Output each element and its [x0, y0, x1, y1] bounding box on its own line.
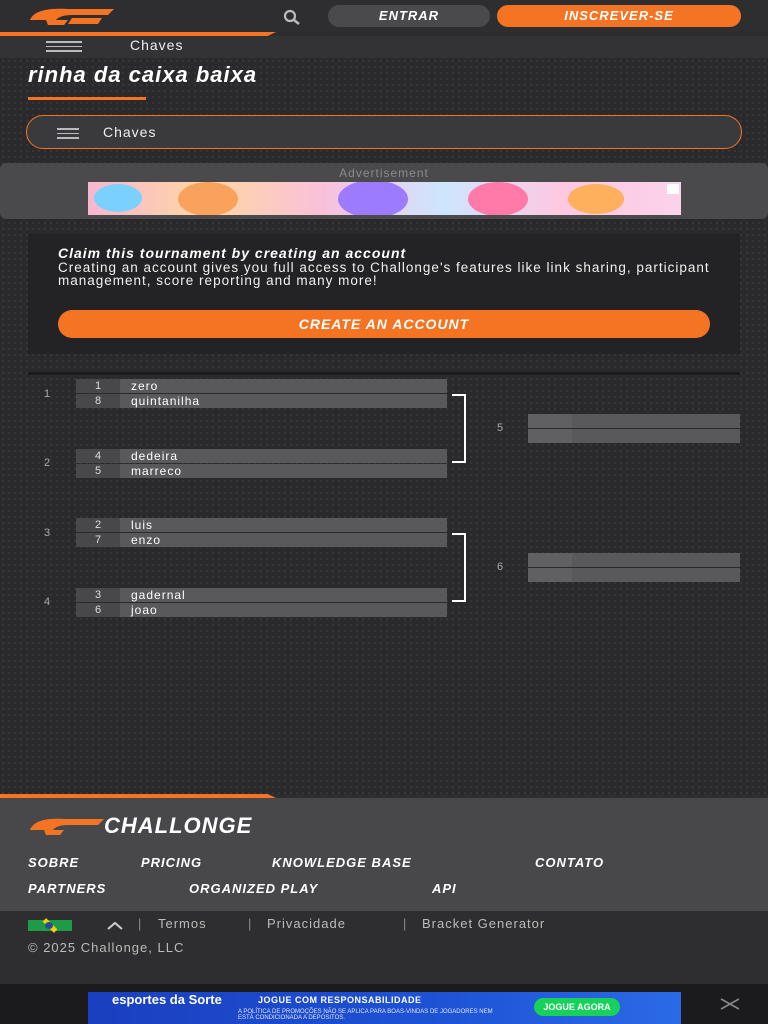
bracket-match[interactable]: [76, 518, 447, 547]
top-navbar: [0, 0, 768, 32]
seed: 5: [76, 464, 120, 478]
ad-label: Advertisement: [339, 166, 429, 180]
dropdown-label: Chaves: [103, 124, 157, 140]
ad-brand: esportes da Sorte: [112, 992, 222, 1007]
legal-link-termos[interactable]: Termos: [158, 916, 207, 931]
match-number: 1: [44, 388, 51, 400]
title-underline: [28, 97, 146, 100]
ad-info-icon[interactable]: [667, 184, 679, 194]
seed: 6: [76, 603, 120, 617]
copyright: © 2025 Challonge, LLC: [28, 940, 185, 955]
footer-link-contato[interactable]: CONTATO: [535, 855, 605, 870]
player-name: dedeira: [131, 449, 179, 463]
match-number: 6: [497, 561, 504, 573]
match-slot[interactable]: [76, 533, 447, 547]
login-button[interactable]: ENTRAR: [328, 5, 490, 27]
player-name: quintanilha: [131, 394, 201, 408]
match-slot[interactable]: [76, 464, 447, 478]
player-name: marreco: [131, 464, 183, 478]
legal-link-bracket-generator[interactable]: Bracket Generator: [422, 916, 546, 931]
chevron-up-icon[interactable]: [106, 921, 124, 931]
seed: 4: [76, 449, 120, 463]
bracket-connector: [452, 394, 466, 463]
player-name: joao: [131, 603, 158, 617]
advertisement-band: [0, 163, 768, 219]
seed: 1: [76, 379, 120, 393]
section-subnav: [0, 36, 768, 58]
player-name: gadernal: [131, 588, 186, 602]
match-number: 2: [44, 457, 51, 469]
page-title: rinha da caixa baixa: [28, 62, 258, 87]
match-number: 5: [497, 422, 504, 434]
player-name: luis: [131, 518, 154, 532]
seed: 2: [76, 518, 120, 532]
bracket-match[interactable]: [76, 588, 447, 617]
match-number: 4: [44, 596, 51, 608]
footer-link-pricing[interactable]: PRICING: [141, 855, 203, 870]
seed: 8: [76, 394, 120, 408]
match-slot[interactable]: [528, 414, 740, 428]
bottom-ad-bar: [0, 984, 768, 1024]
legal-link-privacidade[interactable]: Privacidade: [267, 916, 346, 931]
ad-banner[interactable]: [88, 182, 681, 215]
match-slot[interactable]: [76, 518, 447, 532]
seed: [528, 553, 572, 567]
footer: [0, 794, 768, 984]
create-account-button[interactable]: CREATE AN ACCOUNT: [58, 310, 710, 338]
seed: [528, 429, 572, 443]
bracket-match[interactable]: [76, 449, 447, 478]
signup-button[interactable]: INSCREVER-SE: [497, 5, 741, 27]
legal-bar: | Termos | Privacidade | Bracket Generator © 2025 Challonge, LLC: [0, 911, 768, 984]
bracket-connector: [452, 533, 466, 602]
bracket: [0, 374, 768, 634]
bracket-match[interactable]: [76, 379, 447, 408]
player-name: zero: [131, 379, 159, 393]
menu-icon: [57, 128, 79, 140]
ad-fineprint: A POLÍTICA DE PROMOÇÕES NÃO SE APLICA PARA BOAS-VINDAS DE JOGADORES NEM ESTÁ CONDICIONADA A DEPÓSITOS.: [238, 1009, 493, 1021]
footer-brand: CHALLONGE: [104, 813, 253, 838]
bracket-match[interactable]: [528, 553, 740, 582]
footer-links-area: [0, 798, 768, 911]
search-icon[interactable]: [278, 6, 306, 28]
ad-headline: JOGUE COM RESPONSABILIDADE: [258, 995, 422, 1005]
claim-body: Creating an account gives you full access to Challonge's features like link sharing, participant management, score reporting and many more!: [58, 260, 710, 288]
player-name: enzo: [131, 533, 162, 547]
match-slot[interactable]: [76, 603, 447, 617]
bracket-match[interactable]: [528, 414, 740, 443]
bottom-ad-banner[interactable]: [88, 992, 681, 1024]
footer-link-knowledge-base[interactable]: KNOWLEDGE BASE: [272, 855, 412, 870]
challonge-logo-icon[interactable]: [28, 6, 114, 28]
ad-cta-button[interactable]: JOGUE AGORA: [534, 998, 620, 1016]
seed: 3: [76, 588, 120, 602]
match-slot[interactable]: [76, 379, 447, 393]
challonge-logo-icon[interactable]: [28, 816, 104, 838]
seed: 7: [76, 533, 120, 547]
close-icon[interactable]: [718, 992, 742, 1016]
claim-tournament-box: [28, 234, 740, 354]
match-number: 3: [44, 527, 51, 539]
match-slot[interactable]: [528, 429, 740, 443]
seed: [528, 568, 572, 582]
claim-title: Claim this tournament by creating an account: [58, 245, 407, 261]
main-content: [0, 58, 768, 794]
section-dropdown[interactable]: [26, 115, 742, 149]
match-slot[interactable]: [528, 553, 740, 567]
menu-icon[interactable]: [46, 41, 82, 53]
footer-link-organized-play[interactable]: ORGANIZED PLAY: [189, 881, 319, 896]
footer-link-sobre[interactable]: SOBRE: [28, 855, 80, 870]
match-slot[interactable]: [76, 588, 447, 602]
match-slot[interactable]: [76, 394, 447, 408]
footer-link-partners[interactable]: PARTNERS: [28, 881, 107, 896]
subnav-label: Chaves: [130, 37, 184, 53]
match-slot[interactable]: [76, 449, 447, 463]
match-slot[interactable]: [528, 568, 740, 582]
footer-link-api[interactable]: API: [432, 881, 457, 896]
seed: [528, 414, 572, 428]
brazil-flag-icon[interactable]: [28, 920, 72, 931]
